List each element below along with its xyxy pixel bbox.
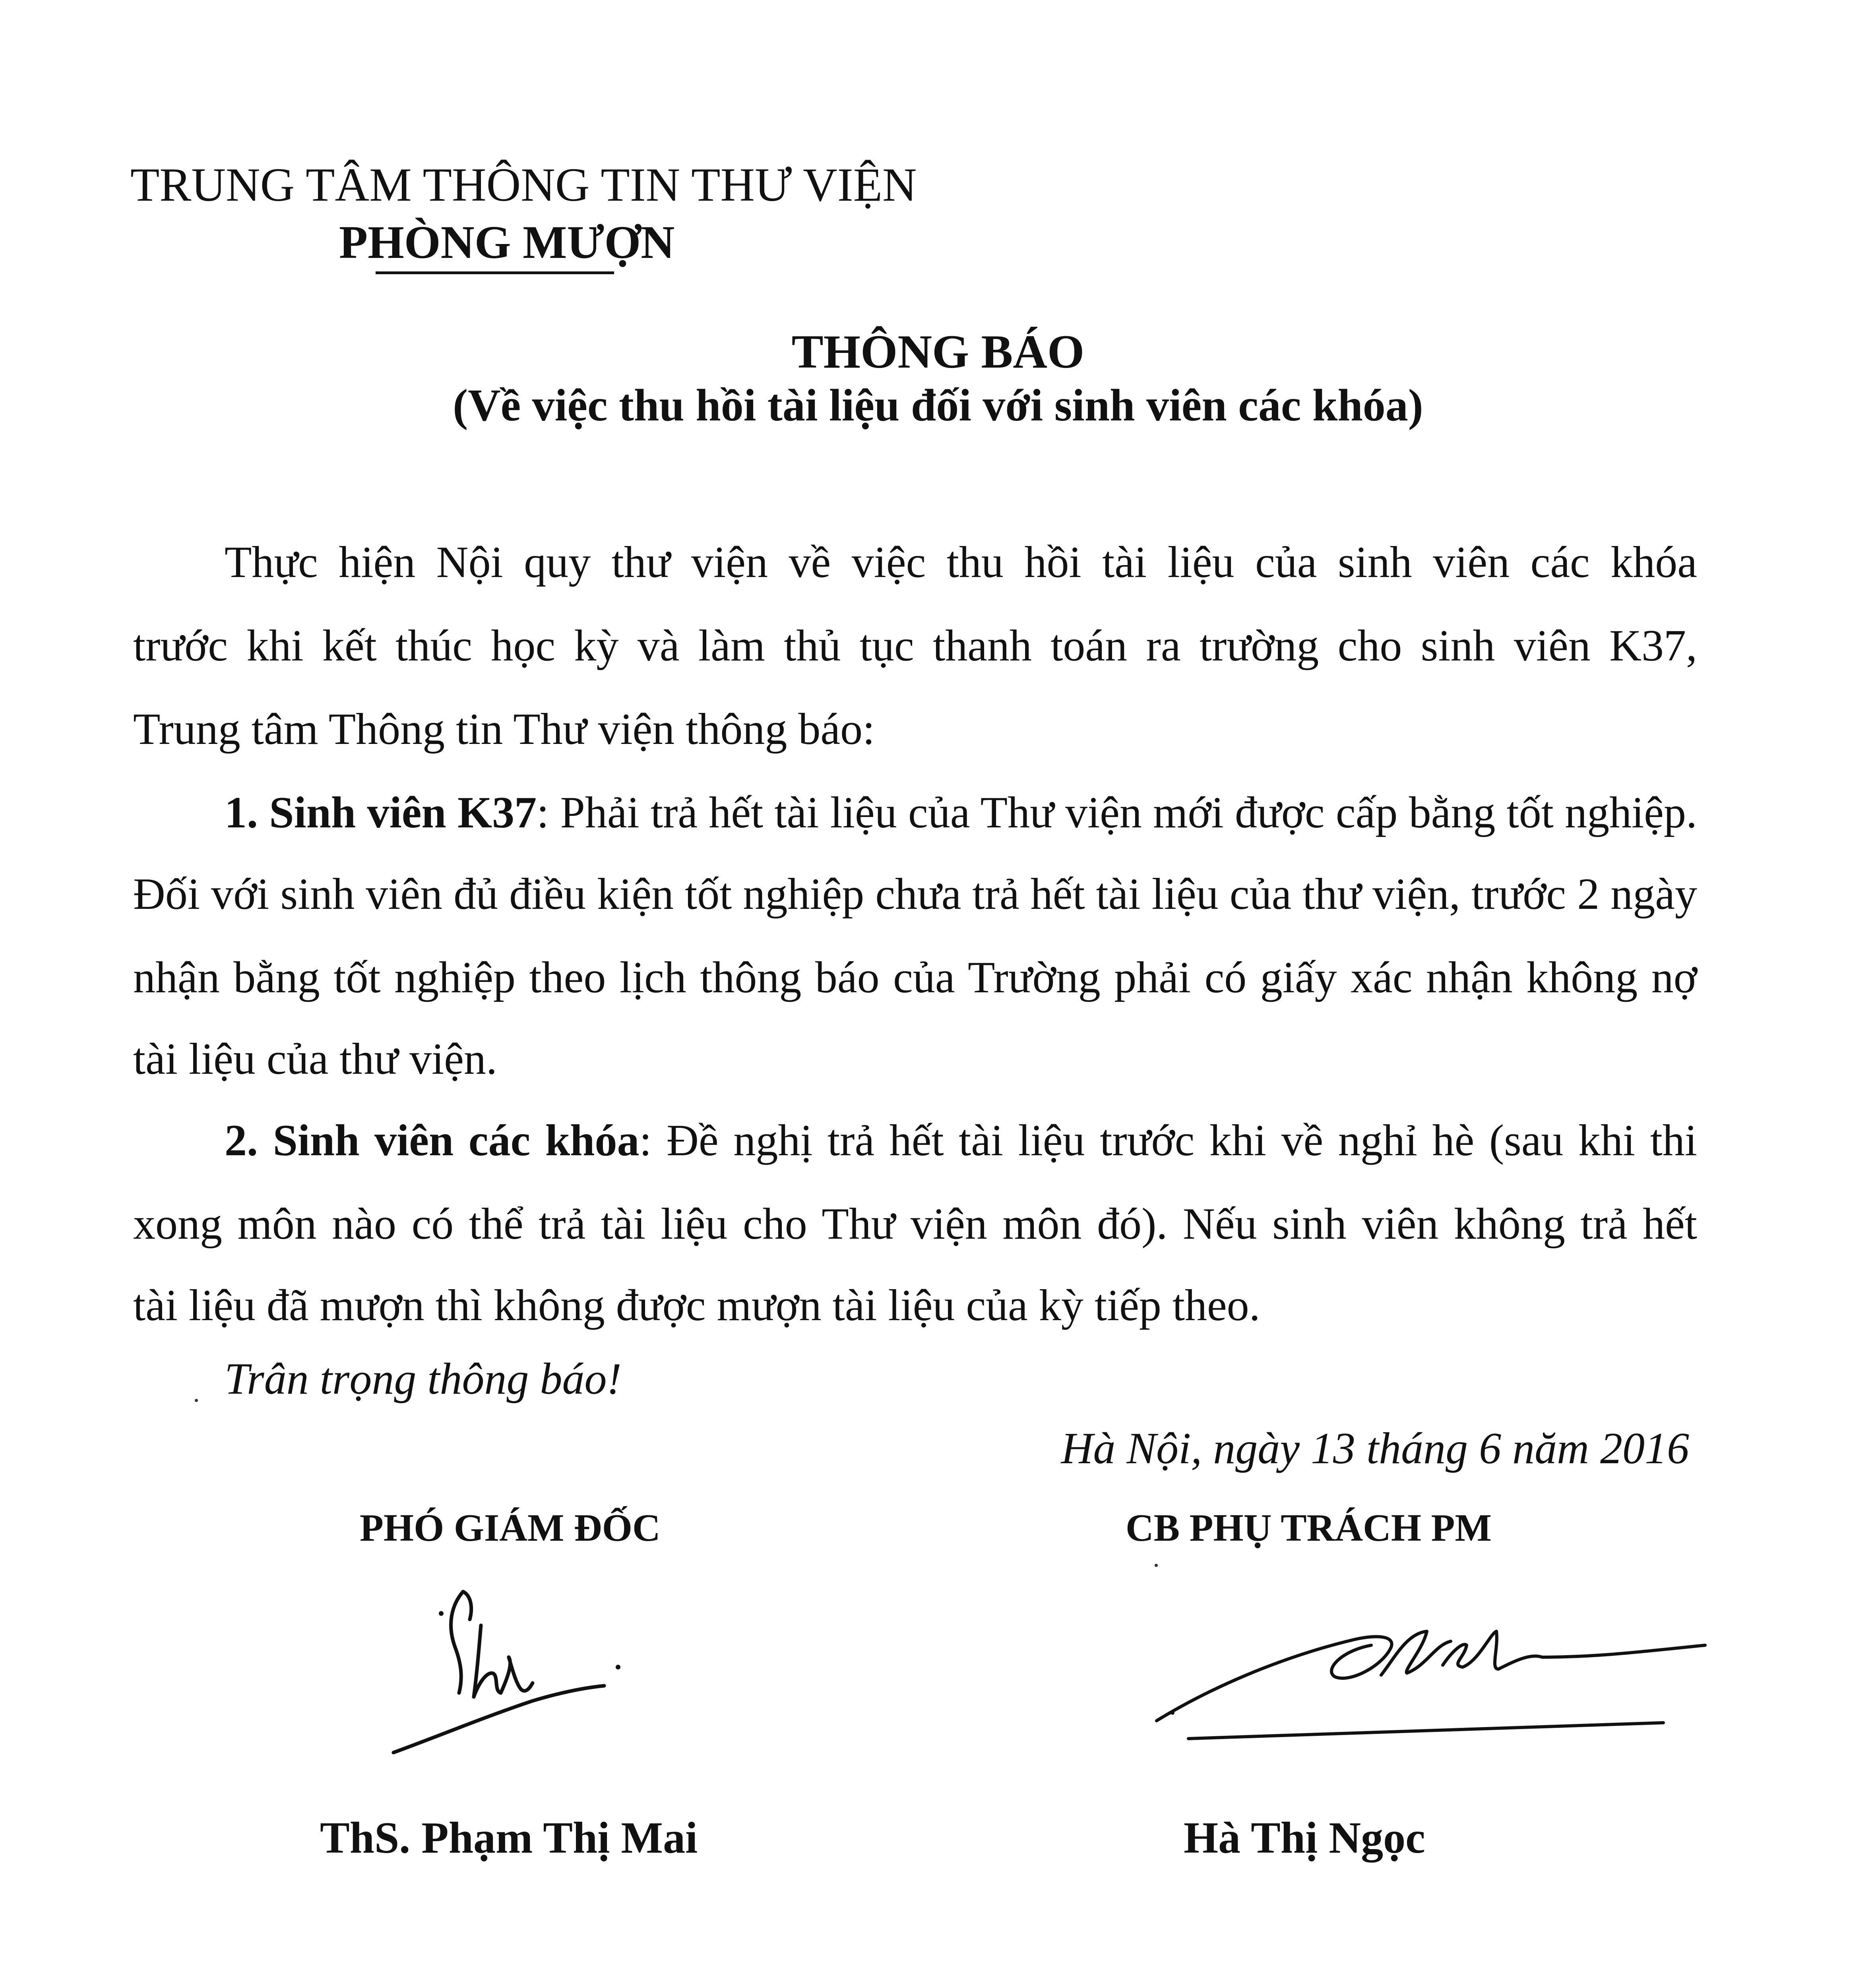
item1-text-3: nhận bằng tốt nghiệp theo lịch thông báo của Trường phải có giấy xác nhận không nợ: [133, 953, 1697, 1002]
intro-line-2: trước khi kết thúc học kỳ và làm thủ tục thanh toán ra trường cho sinh viên K37,: [133, 621, 1697, 670]
item1-first-line: [225, 785, 1697, 841]
item1-text-4: tài liệu của thư viện.: [133, 1034, 497, 1084]
scan-speck: [1155, 1564, 1158, 1567]
closing-remark: Trân trọng thông báo!: [225, 1354, 622, 1404]
department-underline: [376, 271, 614, 274]
intro-line-3: Trung tâm Thông tin Thư viện thông báo:: [133, 705, 875, 754]
right-signer-name: Hà Thị Ngọc: [1184, 1813, 1425, 1863]
right-handwritten-signature: [1149, 1602, 1725, 1776]
left-signer-name: ThS. Phạm Thị Mai: [320, 1813, 698, 1863]
item1-text-1: : Phải trả hết tài liệu của Thư viện mới được cấp bằng tốt nghiệp.: [537, 788, 1698, 837]
document-subtitle: (Về việc thu hồi tài liệu đối với sinh viên các khóa): [453, 380, 1423, 430]
scan-speck: [195, 1399, 198, 1402]
item1-text-2: Đối với sinh viên đủ điều kiện tốt nghiệp chưa trả hết tài liệu của thư viện, trước 2 ngày: [133, 870, 1697, 919]
item2-text-3: tài liệu đã mượn thì không được mượn tài liệu của kỳ tiếp theo.: [133, 1281, 1260, 1330]
right-signer-title: CB PHỤ TRÁCH PM: [1126, 1507, 1492, 1549]
document-title: THÔNG BÁO: [791, 325, 1085, 378]
date-line: Hà Nội, ngày 13 tháng 6 năm 2016: [1061, 1424, 1689, 1473]
item2-text-1: : Đề nghị trả hết tài liệu trước khi về nghỉ hè (sau khi thi: [639, 1116, 1697, 1165]
intro-line-1: Thực hiện Nội quy thư viện về việc thu hồi tài liệu của sinh viên các khóa: [225, 538, 1697, 587]
department-name: PHÒNG MƯỢN: [339, 216, 675, 268]
left-handwritten-signature: [382, 1578, 636, 1768]
organization-name: TRUNG TÂM THÔNG TIN THƯ VIỆN: [130, 158, 917, 211]
item1-label: 1. Sinh viên K37: [225, 788, 537, 837]
left-signer-title: PHÓ GIÁM ĐỐC: [360, 1507, 661, 1549]
item2-text-2: xong môn nào có thể trả tài liệu cho Thư viện môn đó). Nếu sinh viên không trả hết: [133, 1199, 1697, 1249]
item2-first-line: [225, 1113, 1697, 1168]
item2-label: 2. Sinh viên các khóa: [225, 1116, 640, 1165]
